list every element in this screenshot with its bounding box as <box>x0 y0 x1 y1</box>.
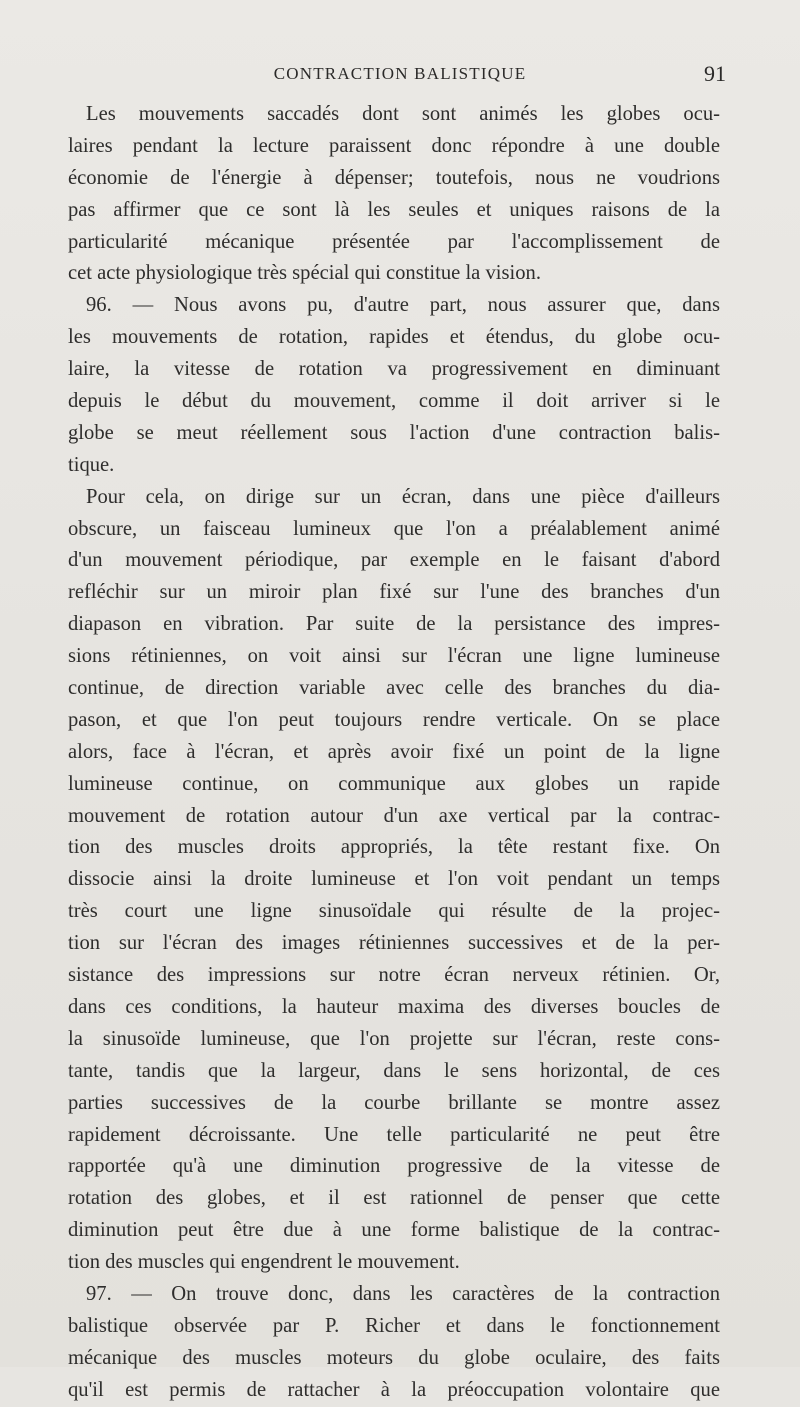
text-line: diapason en vibration. Par suite de la persistance des impres- <box>68 613 720 636</box>
text-line: dissocie ainsi la droite lumineuse et l'on voit pendant un temps <box>68 868 720 891</box>
text-line: 96. — Nous avons pu, d'autre part, nous assurer que, dans <box>86 294 720 317</box>
text-line: laires pendant la lecture paraissent donc répondre à une double <box>68 134 720 157</box>
text-line: tion des muscles qui engendrent le mouvement. <box>68 1251 460 1274</box>
text-line: dans ces conditions, la hauteur maxima des diverses boucles de <box>68 995 720 1018</box>
text-line: mouvement de rotation autour d'un axe vertical par la contrac- <box>68 804 720 827</box>
text-line: alors, face à l'écran, et après avoir fixé un point de la ligne <box>68 740 720 763</box>
text-line: 97. — On trouve donc, dans les caractères de la contraction <box>86 1282 720 1305</box>
text-line: depuis le début du mouvement, comme il doit arriver si le <box>68 390 720 413</box>
text-line: tique. <box>68 453 115 476</box>
text-line: qu'il est permis de rattacher à la préoccupation volontaire que <box>68 1378 720 1401</box>
text-line: rapidement décroissante. Une telle particularité ne peut être <box>68 1123 720 1146</box>
text-line: mécanique des muscles moteurs du globe oculaire, des faits <box>68 1346 720 1369</box>
text-line: rotation des globes, et il est rationnel de penser que cette <box>68 1187 720 1210</box>
text-line: laire, la vitesse de rotation va progressivement en diminuant <box>68 358 720 381</box>
page-header <box>40 61 760 94</box>
text-line: la sinusoïde lumineuse, que l'on projette sur l'écran, reste cons- <box>68 1027 720 1050</box>
text-line: parties successives de la courbe brillante se montre assez <box>68 1091 720 1114</box>
text-line: continue, de direction variable avec celle des branches du dia- <box>68 677 720 700</box>
text-line: d'un mouvement périodique, par exemple en le faisant d'abord <box>68 549 720 572</box>
text-line: Pour cela, on dirige sur un écran, dans une pièce d'ailleurs <box>86 485 720 508</box>
text-line: tion sur l'écran des images rétiniennes successives et de la per- <box>68 932 720 955</box>
text-line: tante, tandis que la largeur, dans le sens horizontal, de ces <box>68 1059 720 1082</box>
text-line: globe se meut réellement sous l'action d'une contraction balis- <box>68 421 720 444</box>
text-line: pas affirmer que ce sont là les seules et uniques raisons de la <box>68 198 720 221</box>
text-line: pason, et que l'on peut toujours rendre verticale. On se place <box>68 708 720 731</box>
text-line: très court une ligne sinusoïdale qui résulte de la projec- <box>68 900 720 923</box>
text-line: Les mouvements saccadés dont sont animés les globes ocu- <box>86 103 720 125</box>
text-line: tion des muscles droits appropriés, la tête restant fixe. On <box>68 836 720 859</box>
text-line: économie de l'énergie à dépenser; toutefois, nous ne voudrions <box>68 166 720 189</box>
text-line: diminution peut être due à une forme balistique de la contrac- <box>68 1219 720 1242</box>
text-line: refléchir sur un miroir plan fixé sur l'une des branches d'un <box>68 581 720 604</box>
running-head: CONTRACTION BALISTIQUE <box>273 64 527 83</box>
text-line: particularité mécanique présentée par l'accomplissement de <box>68 230 720 253</box>
text-line: lumineuse continue, on communique aux globes un rapide <box>68 772 720 795</box>
text-line: cet acte physiologique très spécial qui constitue la vision. <box>68 262 541 285</box>
text-line: sistance des impressions sur notre écran nerveux rétinien. Or, <box>68 964 720 987</box>
page-number: 91 <box>704 61 726 86</box>
body-text <box>68 99 720 1407</box>
text-line: obscure, un faisceau lumineux que l'on a préalablement animé <box>68 517 720 540</box>
text-line: rapportée qu'à une diminution progressive de la vitesse de <box>68 1155 720 1178</box>
text-line: balistique observée par P. Richer et dans le fonctionnement <box>68 1314 720 1337</box>
text-line: les mouvements de rotation, rapides et étendus, du globe ocu- <box>68 326 720 349</box>
text-line: sions rétiniennes, on voit ainsi sur l'écran une ligne lumineuse <box>68 645 720 668</box>
